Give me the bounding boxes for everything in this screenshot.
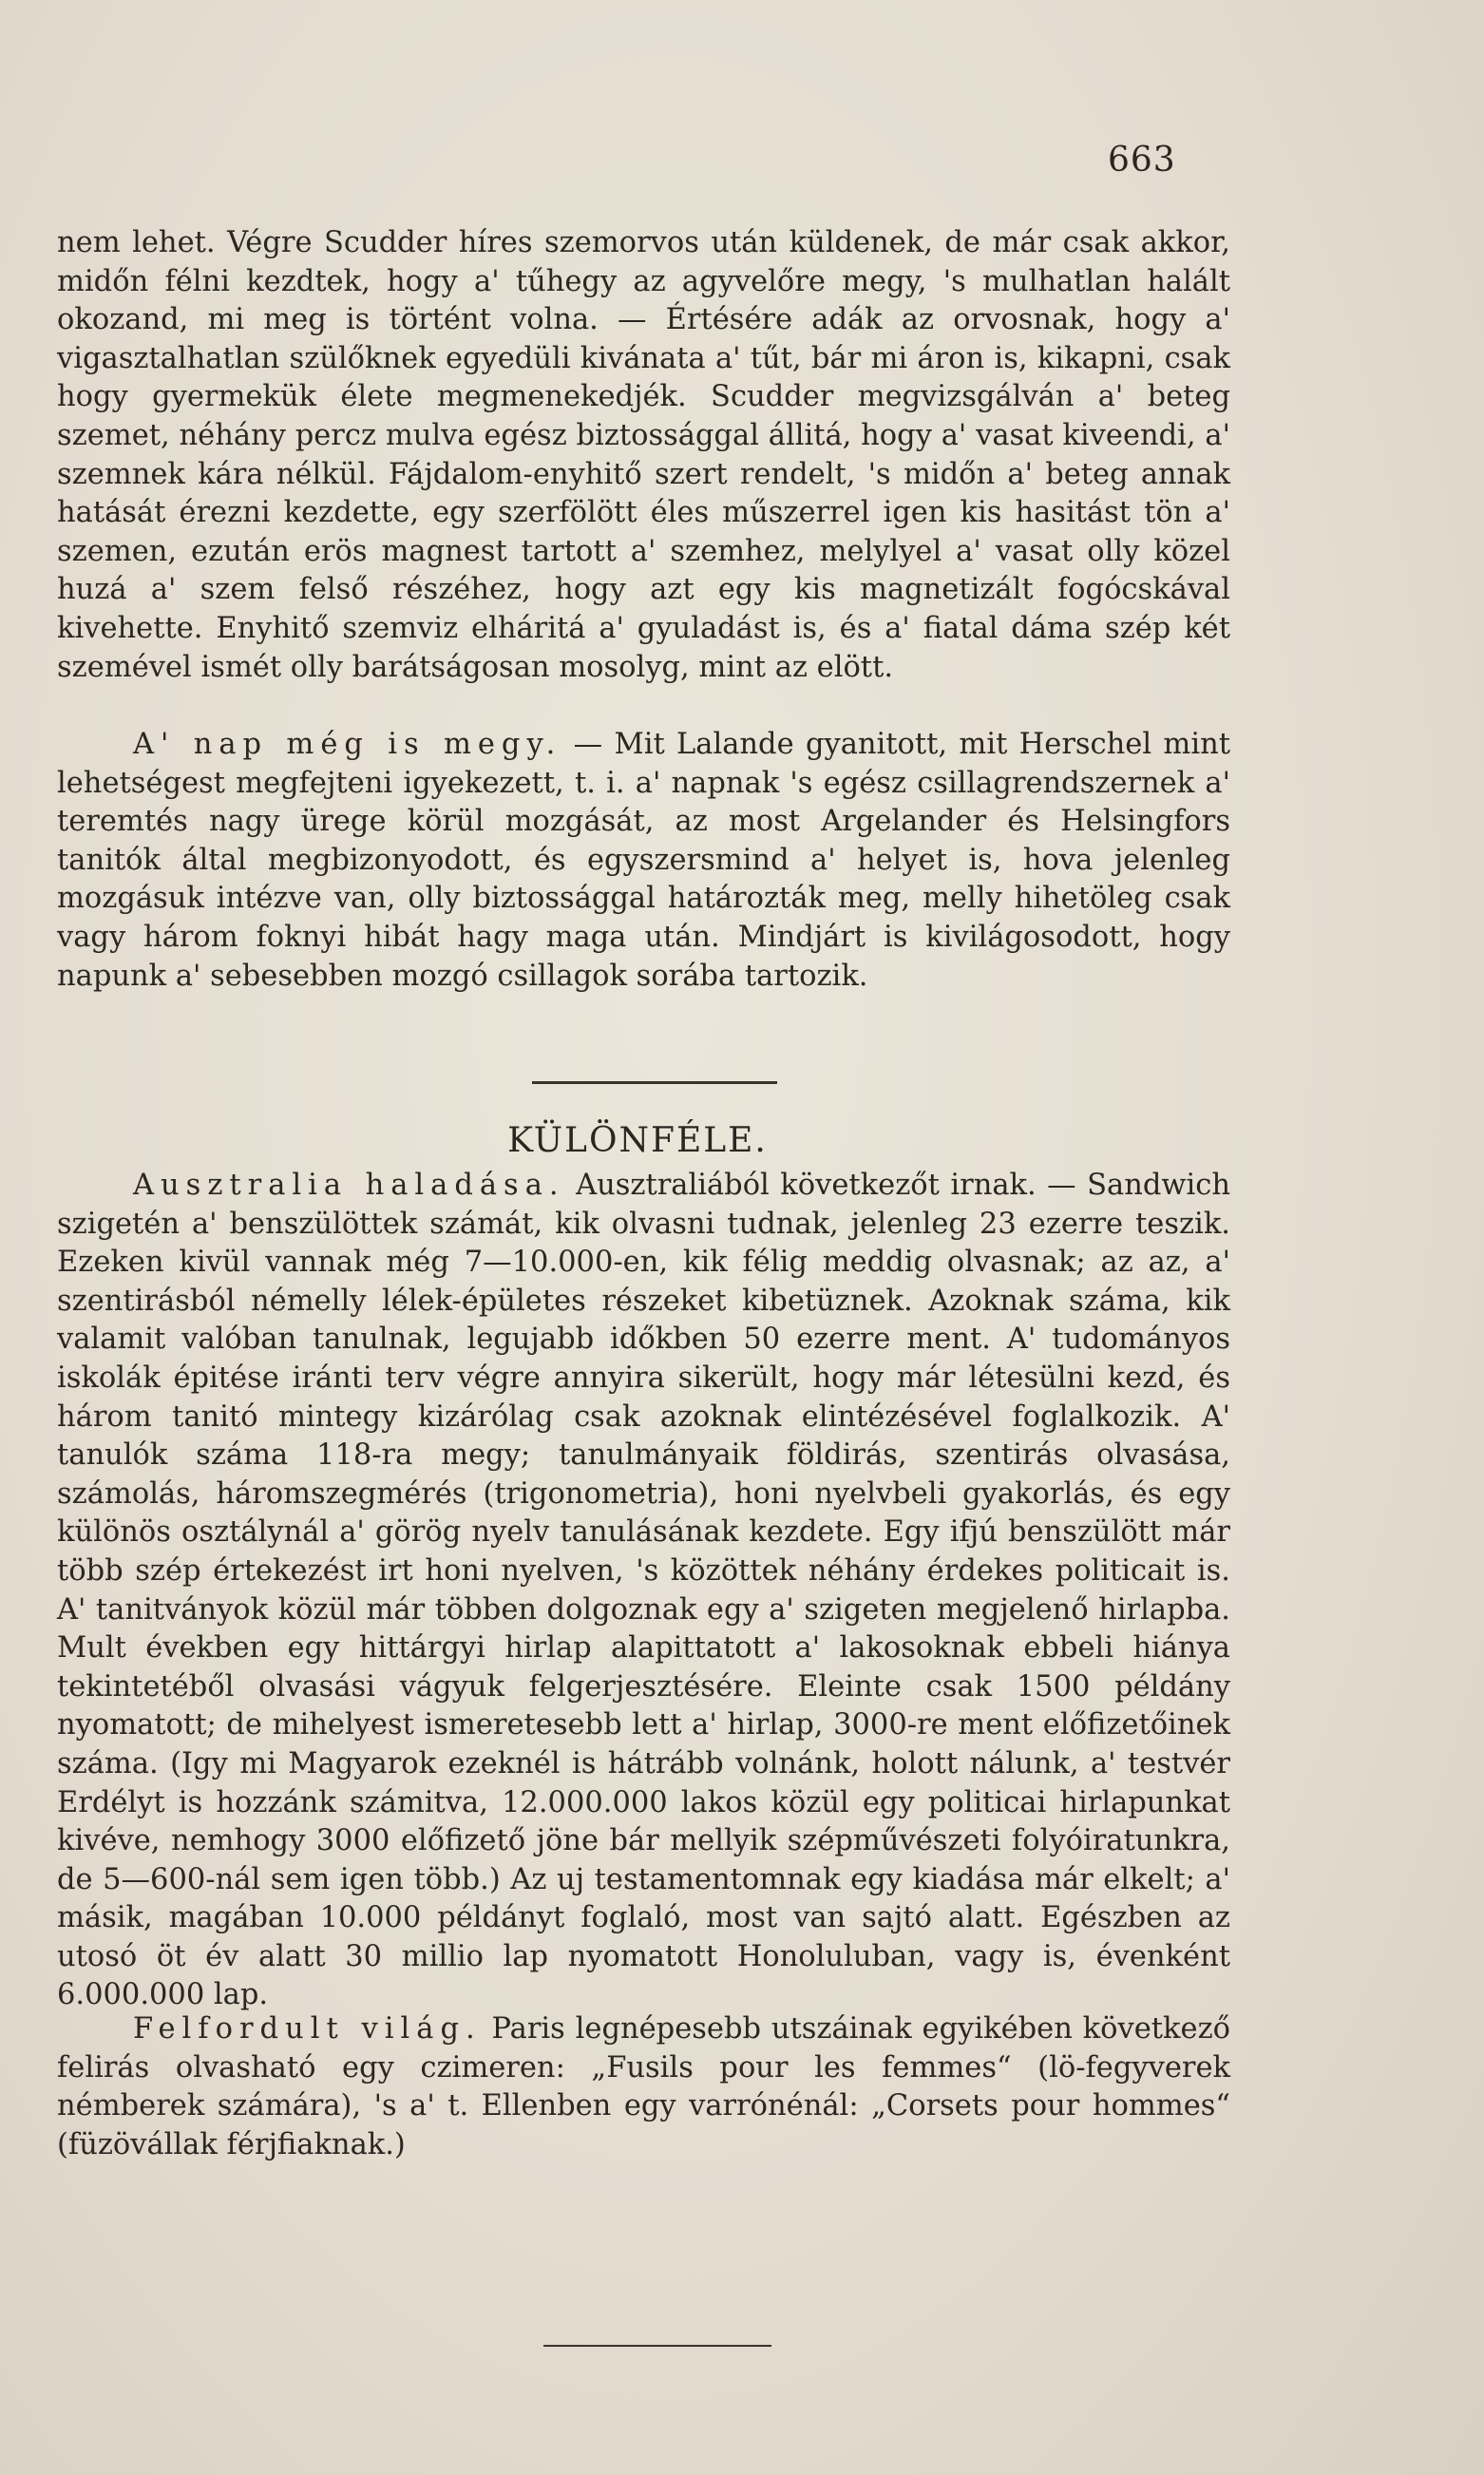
paragraph-body: Ausztraliából következőt irnak. — Sandwich szigetén a' benszülöttek számát, kik olvasni tudnak, jelenleg 23 ezerre teszik. Ezeken kivül vannak még 7—10.000-en, kik félig meddig olvasnak; az az, a' szentirásból némelly lélek-épületes részeket kibetüznek. Azoknak száma, kik valamit valóban tanulnak, legujabb időkben 50 ezerre ment. A' tudományos iskolák épitése iránti terv végre annyira sikerült, hogy már létesülni kezd, és három tanitó mintegy kizárólag csak azoknak elintézésével foglalkozik. A' tanulók száma 118-ra megy; tanulmányaik földirás, szentirás olvasása, számolás, háromszegmérés (trigonometria), honi nyelvbeli gyakorlás, és egy különös osztálynál a' görög nyelv tanulásának kezdete. Egy ifjú benszülött már több szép értekezést irt honi nyelven, 's közöttek néhány érdekes politicait is. A' tanitványok közül már többen dolgoznak egy a' szigeten megjelenő hirlapba. Mult években egy hittárgyi hirlap alapittatott a' lakosoknak ebbeli hiánya tekintetéből olvasási vágyuk felgerjesztésére. Eleinte csak 1500 példány nyomatott; de mihelyest ismeretesebb lett a' hirlap, 3000-re ment előfizetőinek száma. (Igy mi Magyarok ezeknél is hátrább volnánk, holott nálunk, a' testvér Erdélyt is hozzánk számitva, 12.000.000 lakos közül egy politicai hirlapunkat kivéve, nemhogy 3000 előfizető jöne bár mellyik szépművészeti folyóiratunkra, de 5—600-nál sem igen több.) Az uj testamentomnak egy kiadása már elkelt; a' másik, magában 10.000 példányt foglaló, most van sajtó alatt. Egészben az utosó öt év alatt 30 millio lap nyomatott Honoluluban, vagy is, évenként 6.000.000 lap. [57,1169,1230,2012]
paragraph-body: — Mit Lalande gyanitott, mit Herschel mint lehetségest megfejteni igyekezett, t. i. a' napnak 's egész csillagrendszernek a' teremtés nagy ürege körül mozgását, az most Argelander és Helsingfors tanitók által megbizonyodott, és egyszersmind a' helyet is, hova jelenleg mozgásuk intézve van, olly biztossággal határozták meg, melly hihetöleg csak vagy három foknyi hibát hagy maga után. Mindjárt is kivilágosodott, hogy napunk a' sebesebben mozgó csillagok sorába tartozik. [57,728,1230,993]
paragraph-australia [57,1167,1230,2015]
paragraph-sun-moves [57,726,1230,996]
paragraph-body: Paris legnépesebb utszáinak egyikében következő felirás olvasható egy czimeren: „Fusils pour les femmes“ (lö-fegyverek némberek számára), 's a' t. Ellenben egy varrónénál: „Corsets pour hommes“ (füzövállak férjfiaknak.) [57,2012,1231,2161]
page-number: 663 [1108,141,1176,180]
section-divider [532,1081,777,1084]
paragraph-continued: nem lehet. Végre Scudder híres szemorvos után küldenek, de már csak akkor, midőn félni kezdtek, hogy a' tűhegy az agyvelőre megy, 's mulhatlan halált okozand, mi meg is történt volna. — Értésére adák az orvosnak, hogy a' vigasztalhatlan szülőknek egyedüli kivánata a' tűt, bár mi áron is, kikapni, csak hogy gyermekük élete megmenekedjék. Scudder megvizsgálván a' beteg szemet, néhány percz mulva egész biztossággal állitá, hogy a' vasat kiveendi, a' szemnek kára nélkül. Fájdalom-enyhitő szert rendelt, 's midőn a' beteg annak hatását érezni kezdette, egy szerfölött éles műszerrel igen kis hasitást tön a' szemen, ezután erös magnest tartott a' szemhez, melylyel a' vasat olly közel huzá a' szem felső részéhez, hogy azt egy kis magnetizált fogócskával kivehette. Enyhitő szemviz elháritá a' gyuladást is, és a' fiatal dáma szép két szemével ismét olly barátságosan mosolyg, mint az elött. [57,226,1230,684]
paragraph-upside-down-world [57,2010,1230,2164]
section-heading: KÜLÖNFÉLE. [507,1121,768,1160]
paragraph-lead-title: Felfordult világ. [133,2012,482,2046]
paragraph-lead-title: A' nap még is megy. [133,728,562,761]
end-divider [543,2345,771,2347]
paragraph-lead-title: Ausztralia haladása. [133,1169,565,1202]
